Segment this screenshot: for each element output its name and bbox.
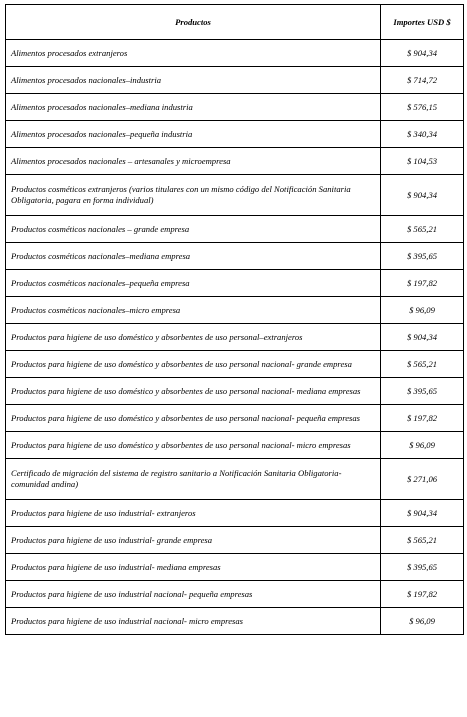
product-cell: Productos para higiene de uso industrial- mediana empresas [6, 554, 381, 581]
product-cell: Alimentos procesados nacionales–industria [6, 67, 381, 94]
product-cell: Productos para higiene de uso doméstico y absorbentes de uso personal nacional- micro empresas [6, 432, 381, 459]
product-cell: Productos para higiene de uso doméstico y absorbentes de uso personal nacional- pequeña empresas [6, 405, 381, 432]
price-cell: $ 395,65 [381, 378, 464, 405]
table-row [6, 378, 464, 405]
product-cell: Productos para higiene de uso doméstico y absorbentes de uso personal–extranjeros [6, 324, 381, 351]
table-row [6, 67, 464, 94]
product-cell: Productos para higiene de uso industrial nacional- pequeña empresas [6, 581, 381, 608]
header-price: Importes USD $ [381, 5, 464, 40]
table-row [6, 216, 464, 243]
price-cell: $ 565,21 [381, 351, 464, 378]
price-cell: $ 104,53 [381, 148, 464, 175]
table-row [6, 324, 464, 351]
product-cell: Certificado de migración del sistema de registro sanitario a Notificación Sanitaria Obligatoria- comunidad andina) [6, 459, 381, 500]
table-row [6, 175, 464, 216]
table-row [6, 432, 464, 459]
price-cell: $ 576,15 [381, 94, 464, 121]
header-products: Productos [6, 5, 381, 40]
table-row [6, 581, 464, 608]
product-cell: Alimentos procesados nacionales–mediana industria [6, 94, 381, 121]
product-cell: Productos para higiene de uso industrial- extranjeros [6, 500, 381, 527]
price-cell: $ 395,65 [381, 554, 464, 581]
table-row [6, 527, 464, 554]
table-row [6, 270, 464, 297]
price-cell: $ 904,34 [381, 40, 464, 67]
price-cell: $ 714,72 [381, 67, 464, 94]
price-cell: $ 271,06 [381, 459, 464, 500]
product-cell: Productos cosméticos nacionales–micro empresa [6, 297, 381, 324]
product-cell: Productos cosméticos nacionales–pequeña empresa [6, 270, 381, 297]
table-row [6, 121, 464, 148]
table-row [6, 459, 464, 500]
table-row [6, 40, 464, 67]
price-cell: $ 565,21 [381, 216, 464, 243]
product-cell: Productos cosméticos nacionales–mediana empresa [6, 243, 381, 270]
price-cell: $ 904,34 [381, 175, 464, 216]
price-cell: $ 904,34 [381, 324, 464, 351]
product-cell: Alimentos procesados nacionales–pequeña industria [6, 121, 381, 148]
price-cell: $ 904,34 [381, 500, 464, 527]
table-row [6, 243, 464, 270]
table-row [6, 148, 464, 175]
price-cell: $ 197,82 [381, 270, 464, 297]
product-cell: Productos para higiene de uso industrial- grande empresa [6, 527, 381, 554]
header-row [6, 5, 464, 40]
product-cell: Alimentos procesados nacionales – artesanales y microempresa [6, 148, 381, 175]
product-cell: Alimentos procesados extranjeros [6, 40, 381, 67]
price-cell: $ 197,82 [381, 405, 464, 432]
table-row [6, 608, 464, 635]
table-row [6, 351, 464, 378]
product-cell: Productos cosméticos nacionales – grande empresa [6, 216, 381, 243]
price-table [5, 4, 464, 635]
table-row [6, 405, 464, 432]
product-cell: Productos para higiene de uso industrial nacional- micro empresas [6, 608, 381, 635]
table-row [6, 500, 464, 527]
table-row [6, 94, 464, 121]
price-cell: $ 96,09 [381, 297, 464, 324]
price-cell: $ 340,34 [381, 121, 464, 148]
product-cell: Productos para higiene de uso doméstico y absorbentes de uso personal nacional- grande empresa [6, 351, 381, 378]
product-cell: Productos cosméticos extranjeros (varios titulares con un mismo código del Notificación Sanitaria Obligatoria, pagara en forma individual) [6, 175, 381, 216]
price-cell: $ 96,09 [381, 432, 464, 459]
price-cell: $ 96,09 [381, 608, 464, 635]
table-row [6, 554, 464, 581]
table-row [6, 297, 464, 324]
price-cell: $ 395,65 [381, 243, 464, 270]
product-cell: Productos para higiene de uso doméstico y absorbentes de uso personal nacional- mediana empresas [6, 378, 381, 405]
price-cell: $ 197,82 [381, 581, 464, 608]
price-cell: $ 565,21 [381, 527, 464, 554]
